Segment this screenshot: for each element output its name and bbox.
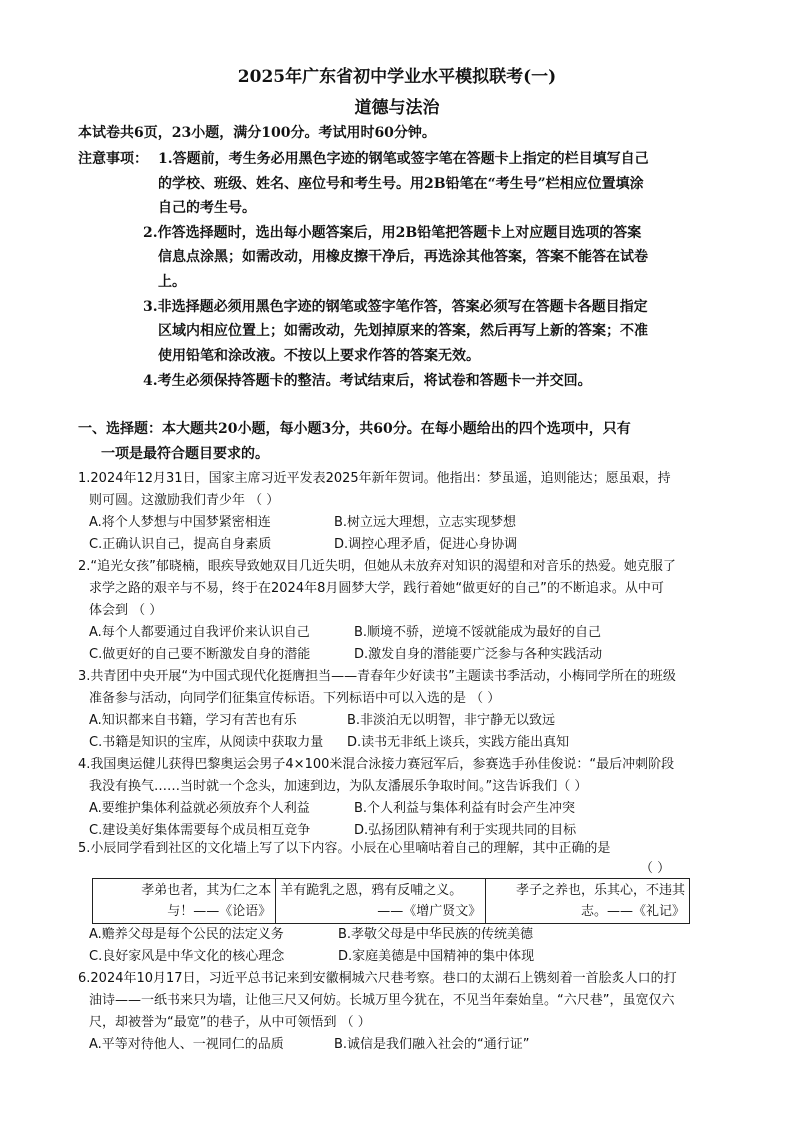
q1-option-c: C.正确认识自己，提高自身素质 [89, 537, 272, 552]
q6-stem-line-1: 6.2024年10月17日，习近平总书记来到安徽桐城六尺巷考察。巷口的太湖石上镌刻着一首脍炙人口的打 [78, 971, 677, 986]
q4-option-d: D.弘扬团队精神有利于实现共同的目标 [354, 823, 577, 838]
quote-cell-zengguang [276, 879, 486, 924]
q5-option-a: A.赡养父母是每个公民的法定义务 [89, 927, 284, 942]
q1-option-d: D.调控心理矛盾，促进心身协调 [334, 537, 518, 552]
quote-analects-line-1: 孝弟也者，其为仁之本 [141, 883, 272, 898]
q1-stem-line-1: 1.2024年12月31日，国家主席习近平发表2025年新年贺词。他指出：梦虽遥，追则能达；愿虽艰，持 [78, 471, 671, 486]
q5-option-d: D.家庭美德是中国精神的集中体现 [338, 949, 535, 964]
q5-answer-paren: （ ） [640, 861, 671, 876]
q6-option-a: A.平等对待他人、一视同仁的品质 [89, 1037, 284, 1052]
quote-liji-line-1: 孝子之养也，乐其心，不违其 [515, 883, 685, 898]
note-1-line-2: 的学校、班级、姓名、座位号和考生号。用2B铅笔在“考生号”栏相应位置填涂 [158, 176, 644, 192]
quote-analects-line-2: 与！——《论语》 [167, 904, 272, 919]
q4-stem-line-2: 我没有换气……当时就一个念头，加速到边，为队友潘展乐争取时间。”这告诉我们（ ） [89, 779, 588, 794]
note-3-line-3: 使用铅笔和涂改液。不按以上要求作答的答案无效。 [158, 348, 480, 364]
quote-liji-line-2: 志。——《礼记》 [580, 904, 685, 919]
q6-stem-line-3: 尺，却被誉为“最宽”的巷子，从中可领悟到 （ ） [89, 1015, 371, 1030]
q5-stem-line-1: 5.小辰同学看到社区的文化墙上写了以下内容。小辰在心里嘀咕着自己的理解，其中正确的是 [78, 841, 611, 856]
note-2-line-1: 2.作答选择题时，选出每小题答案后，用2B铅笔把答题卡上对应题目选项的答案 [143, 225, 642, 241]
q6-option-b: B.诚信是我们融入社会的“通行证” [334, 1037, 530, 1052]
q3-option-b: B.非淡泊无以明智，非宁静无以致远 [347, 713, 556, 728]
q3-stem-line-1: 3.共青团中央开展“为中国式现代化挺膺担当——青春年少好读书”主题读书季活动，小梅同学所在的班级 [78, 669, 676, 684]
note-3-line-2: 区域内相应位置上；如需改动，先划掉原来的答案，然后再写上新的答案；不准 [158, 323, 648, 339]
q4-option-c: C.建设美好集体需要每个成员相互竞争 [89, 823, 311, 838]
quote-zengguang-line-1: 羊有跪乳之恩，鸦有反哺之义。 [280, 883, 463, 898]
subject-title: 道德与法治 [354, 98, 440, 118]
quote-row [93, 879, 690, 924]
exam-info: 本试卷共6页，23小题，满分100分。考试用时60分钟。 [78, 125, 436, 141]
q1-option-b: B.树立远大理想，立志实现梦想 [334, 515, 517, 530]
note-2-line-2: 信息点涂黑；如需改动，用橡皮擦干净后，再选涂其他答案，答案不能答在试卷 [158, 249, 648, 265]
q4-option-b: B.个人利益与集体利益有时会产生冲突 [354, 801, 576, 816]
section1-heading: 一、选择题：本大题共20小题，每小题3分，共60分。在每小题给出的四个选项中，只有 [78, 421, 631, 437]
quote-zengguang-line-2: ——《增广贤文》 [377, 904, 482, 919]
note-1-line-3: 自己的考生号。 [158, 200, 256, 216]
q2-stem-line-1: 2.“追光女孩”郁晓楠，眼疾导致她双目几近失明，但她从未放弃对知识的渴望和对音乐的热爱。她克服了 [78, 559, 676, 574]
quote-cell-liji [486, 879, 690, 924]
exam-title: 2025年广东省初中学业水平模拟联考(一) [237, 67, 557, 87]
q3-option-d: D.读书无非纸上谈兵，实践方能出真知 [347, 735, 570, 750]
q5-option-c: C.良好家风是中华文化的核心理念 [89, 949, 285, 964]
notes-label: 注意事项： [78, 151, 148, 167]
q3-option-a: A.知识都来自书籍，学习有苦也有乐 [89, 713, 297, 728]
q2-stem-line-3: 体会到 （ ） [89, 603, 163, 618]
q3-option-c: C.书籍是知识的宝库，从阅读中获取力量 [89, 735, 324, 750]
quote-cell-analects [93, 879, 276, 924]
q5-option-b: B.孝敬父母是中华民族的传统美德 [338, 927, 534, 942]
q2-option-c: C.做更好的自己要不断激发自身的潜能 [89, 647, 311, 662]
note-3-line-1: 3.非选择题必须用黑色字迹的钢笔或签字笔作答，答案必须写在答题卡各题目指定 [143, 299, 648, 315]
q1-option-a: A.将个人梦想与中国梦紧密相连 [89, 515, 271, 530]
q3-stem-line-2: 准备参与活动，向同学们征集宣传标语。下列标语中可以入选的是 （ ） [89, 691, 501, 706]
note-2-line-3: 上。 [158, 274, 186, 290]
q2-option-b: B.顺境不骄，逆境不馁就能成为最好的自己 [354, 625, 602, 640]
q2-stem-line-2: 求学之路的艰辛与不易，终于在2024年8月圆梦大学，践行着她“做更好的自己”的不断追求。从中可 [89, 581, 664, 596]
q2-option-a: A.每个人都要通过自我评价来认识自己 [89, 625, 310, 640]
q1-stem-line-2: 则可圆。这激励我们青少年 （ ） [89, 493, 280, 508]
q4-option-a: A.要维护集体利益就必须放弃个人利益 [89, 801, 310, 816]
q6-stem-line-2: 油诗——一纸书来只为墙，让他三尺又何妨。长城万里今犹在，不见当年秦始皇。“六尺巷”，虽宽仅六 [89, 993, 675, 1008]
q2-option-d: D.激发自身的潜能要广泛参与各种实践活动 [354, 647, 603, 662]
quote-table [92, 878, 690, 924]
note-4-line-1: 4.考生必须保持答题卡的整洁。考试结束后，将试卷和答题卡一并交回。 [143, 373, 592, 389]
section1-heading-cont: 一项是最符合题目要求的。 [101, 446, 269, 462]
note-1-line-1: 1.答题前，考生务必用黑色字迹的钢笔或签字笔在答题卡上指定的栏目填写自己 [158, 151, 649, 167]
q4-stem-line-1: 4.我国奥运健儿获得巴黎奥运会男子4×100米混合泳接力赛冠军后，参赛选手孙佳俊说：“最后冲刺阶段 [78, 757, 675, 772]
